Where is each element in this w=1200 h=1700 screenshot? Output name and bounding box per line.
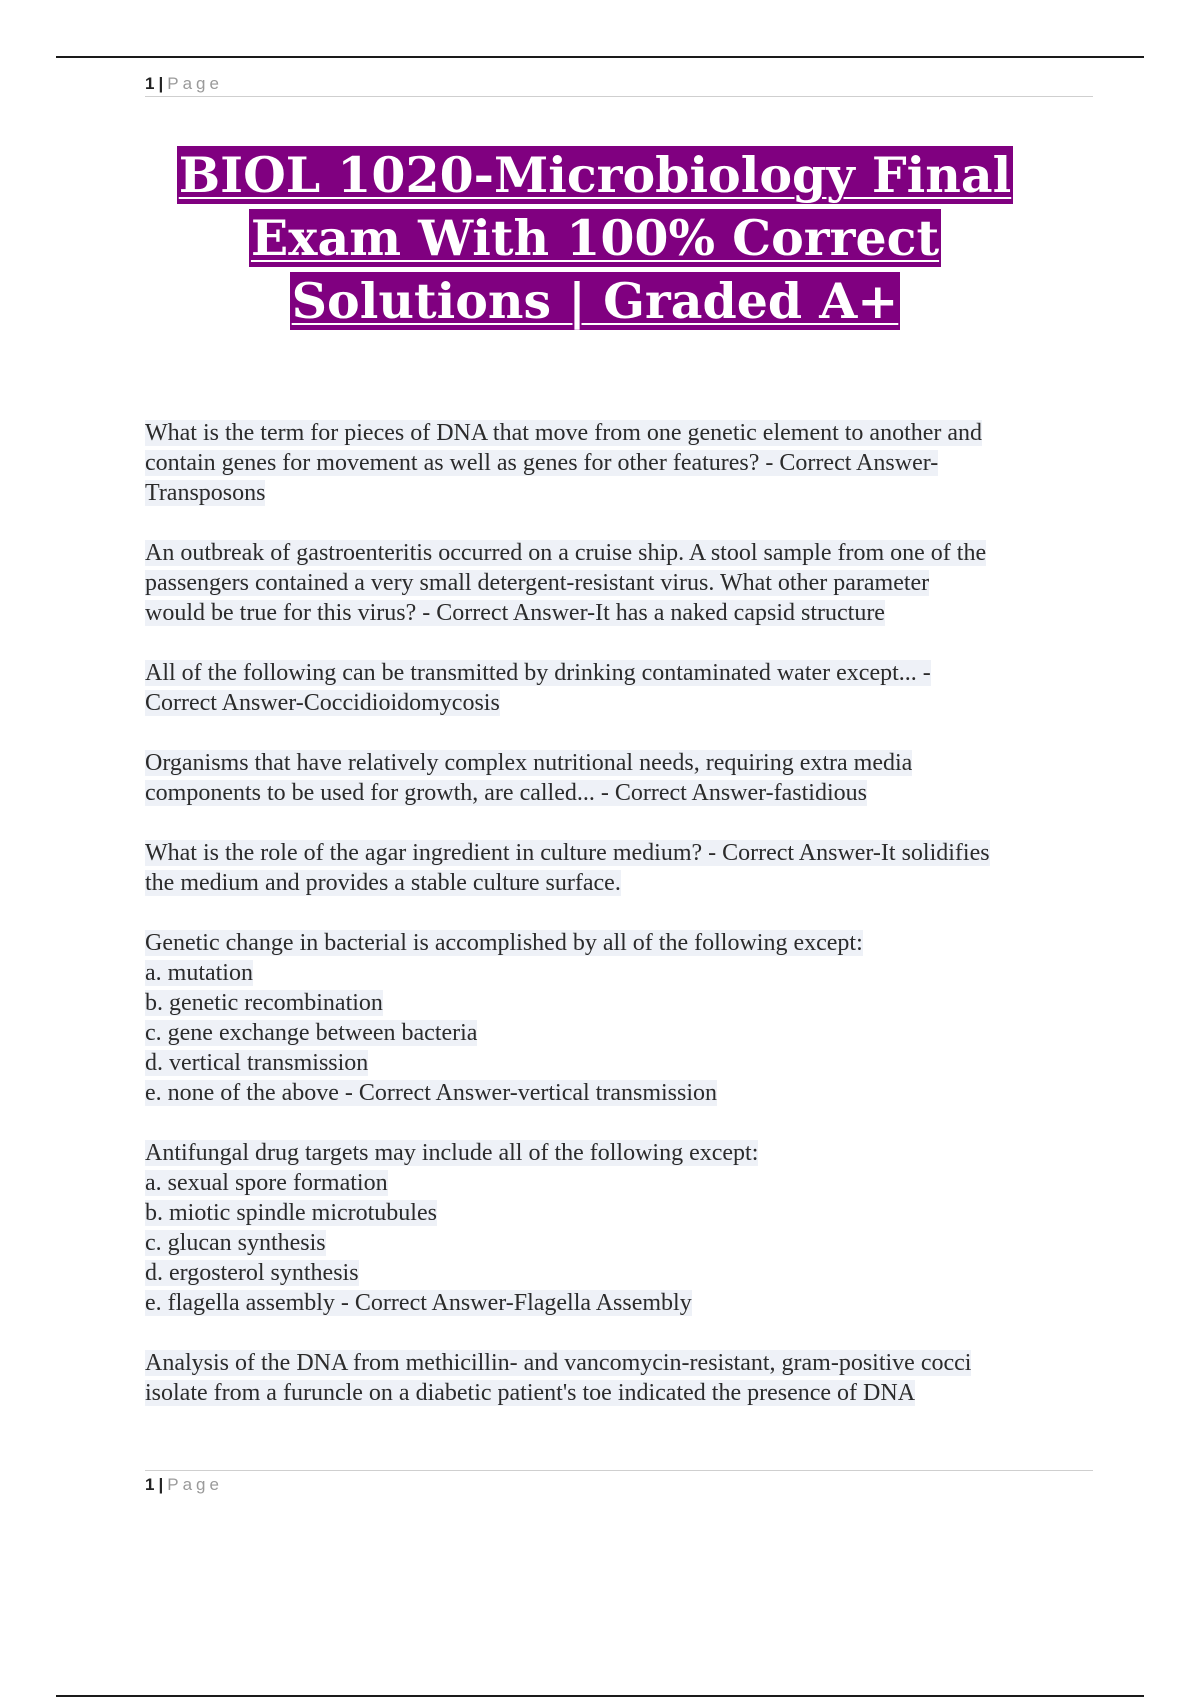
footer-page-word: Page [167,1475,223,1494]
question-line: components to be used for growth, are called... - Correct Answer-fastidious [145,780,867,806]
footer-separator: | [158,1475,164,1494]
header-separator: | [158,74,164,93]
question-line: Organisms that have relatively complex nutritional needs, requiring extra media [145,750,913,776]
header-page-number: 1 [145,74,155,93]
page-footer [145,1470,1093,1497]
question-item [145,658,1095,718]
question-line: would be true for this virus? - Correct Answer-It has a naked capsid structure [145,600,885,626]
question-line: the medium and provides a stable culture surface. [145,870,621,896]
header-page-word: Page [167,74,223,93]
question-item [145,1138,1095,1318]
question-item [145,748,1095,808]
question-line: What is the term for pieces of DNA that move from one genetic element to another and [145,420,983,446]
question-line: passengers contained a very small detergent-resistant virus. What other parameter [145,570,930,596]
footer-rule [145,1470,1093,1497]
question-line: An outbreak of gastroenteritis occurred on a cruise ship. A stool sample from one of the [145,540,987,566]
option-line: b. miotic spindle microtubules [145,1200,437,1226]
footer-page-number: 1 [145,1475,155,1494]
question-item [145,538,1095,628]
option-line: a. mutation [145,960,253,986]
question-item [145,928,1095,1108]
option-line: d. vertical transmission [145,1050,369,1076]
question-line: Analysis of the DNA from methicillin- and vancomycin-resistant, gram-positive cocci [145,1350,972,1376]
option-line: c. glucan synthesis [145,1230,326,1256]
question-list [145,418,1095,1438]
header-rule [145,74,1093,97]
question-item [145,1348,1095,1408]
question-line: Transposons [145,480,266,506]
option-line: b. genetic recombination [145,990,383,1016]
question-line: isolate from a furuncle on a diabetic patient's toe indicated the presence of DNA [145,1380,916,1406]
option-line: e. flagella assembly - Correct Answer-Flagella Assembly [145,1290,692,1316]
question-line: contain genes for movement as well as genes for other features? - Correct Answer- [145,450,939,476]
question-line: Correct Answer-Coccidioidomycosis [145,690,500,716]
option-line: c. gene exchange between bacteria [145,1020,478,1046]
option-line: a. sexual spore formation [145,1170,388,1196]
question-line: Antifungal drug targets may include all of the following except: [145,1140,759,1166]
page-header [145,74,1093,97]
title-line: Exam With 100% Correct [250,209,940,267]
question-line: All of the following can be transmitted by drinking contaminated water except... - [145,660,931,686]
question-line: What is the role of the agar ingredient in culture medium? - Correct Answer-It solidifies [145,840,990,866]
top-border-rule [56,56,1144,58]
option-line: e. none of the above - Correct Answer-vertical transmission [145,1080,718,1106]
question-item [145,838,1095,898]
document-title [145,144,1045,333]
title-line: Solutions | Graded A+ [291,272,899,330]
title-line: BIOL 1020-Microbiology Final [178,146,1012,204]
question-line: Genetic change in bacterial is accomplished by all of the following except: [145,930,863,956]
bottom-border-rule [56,1695,1144,1697]
option-line: d. ergosterol synthesis [145,1260,359,1286]
question-item [145,418,1095,508]
